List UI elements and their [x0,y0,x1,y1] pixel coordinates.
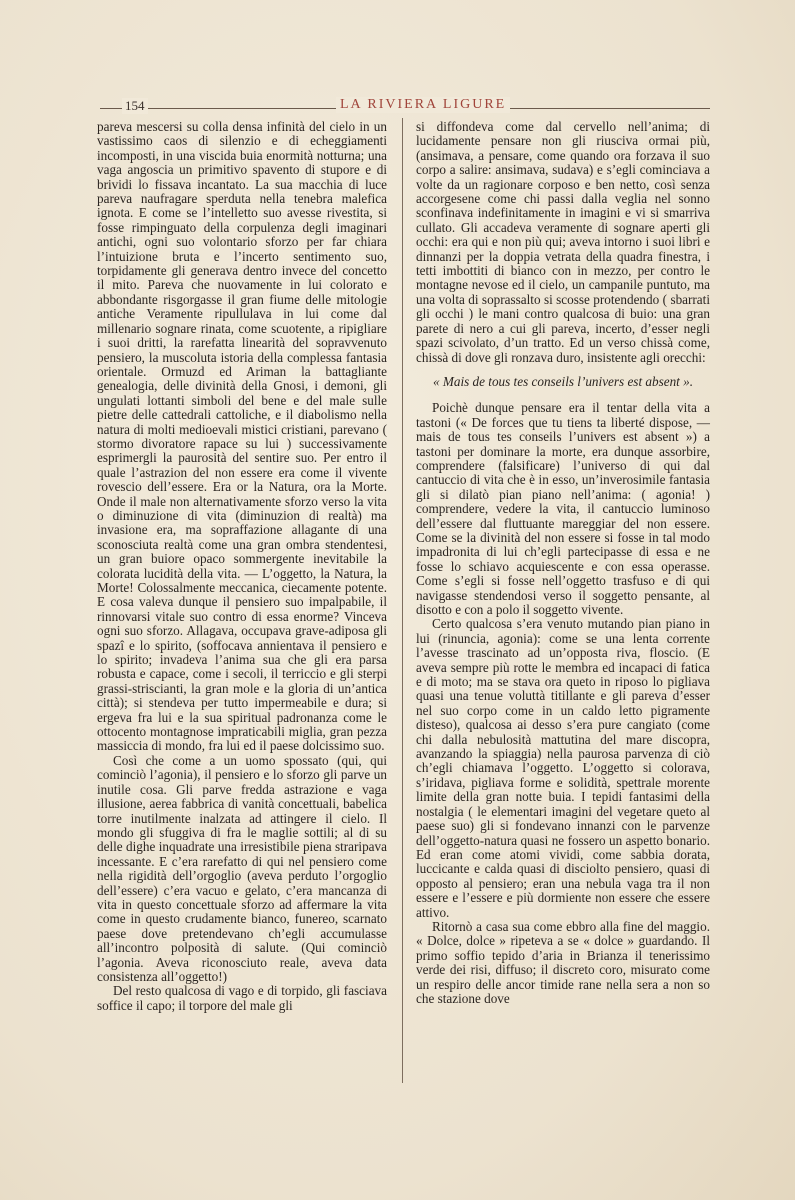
paragraph: pareva mescersi su colla densa infinità del cielo in un vastissimo caos di silenzio e di echeggiamenti incomposti, in una viscida buia enormità notturna; una vaga angoscia un primitivo spavento di stupore e di brividi lo fissava incantato. La sua macchia di luce pareva naufragare sperduta nella tenebra malefica ignota. E come se l’intelletto suo avesse rivestita, si fosse rimpinguato della corpulenza degli imaginari antichi, ogni suo volontario sforzo per far chiara l’intuizione bruta e l’incerto sentimento suo, torpidamente gli generava dentro invece del concetto il mito. Pareva che nuovamente in lui colorato e abbondante risgorgasse il gran fiume delle mitologie antiche Veramente ripullulava in lui come dal millenario sognare rinata, come scuotente, a ripigliare i suoi dritti, la rarefatta linearità del sopravvenuto pensiero, la muscoluta istoria della complessa fantasia orientale. Ormuzd ed Ariman la battagliante genealogia, delle divinità della Gnosi, i demoni, gli ungulati lottanti simboli del bene e del male sulle pietre delle cattedrali cattoliche, e il diabolismo nella natura di molti medioevali mistici cristiani, parevano ( stormo divoratore rapace su lui ) successivamente esprimergli la paurosità del sentire suo. Per entro il quale l’astrazion del non essere era come il vivente rovescio dell’essere. Era or la Natura, ora la Morte. Onde il male non alternativamente sforzo verso la vita o diminuzione di vita (diminuzion di realtà) ma invasione era, ma sopraffazione allagante di una sconosciuta realtà come una gran ombra stendentesi, un gran buiore opaco sommergente inevitabile la colorata lucidità della vita. — L’oggetto, la Natura, la Morte! Colossalmente meccanica, ciecamente potente. E cosa valeva dunque il pensiero suo impalpabile, il rinnovarsi vitale suo contro di essa enorme? Vinceva ogni suo sforzo. Allagava, occupava grave-adiposa gli spazî e lo spirito, (soffocava annientava il pensiero e lo spirito; invadeva l’anima sua che gli era parsa robusta e capace, come i secoli, il terriccio e gli sterpi grassi-striscianti, la gran mole e la gloria di un’antica città); si stendeva per tutto impermeabile e dura; si ergeva fra lui e la sua spiritual padronanza come le ottocento montagnose impraticabili miglia, gran pezza massiccia di mondo, fra lui ed il paese dolcissimo suo. [97,119,387,754]
paragraph: si diffondeva come dal cervello nell’anima; di lucidamente pensare non gli riusciva ormai più, (ansimava, a pensare, come quando ora forzava il suo corpo a salire: ansimava, sudava) e s’egli cominciava a volte da un ragionare corposo e ben netto, così senza accorgesene come chi passi dalla veglia nel sonno sconfinava indefinitamente in imagini e vi si smarriva cullato. Gli accadeva veramente di sognare aperti gli occhi: era qui e non più qui; aveva intorno i suoi libri e dinnanzi per la doppia vetrata della quadra finestra, i tetti imbottiti di bianco con in mezzo, per contro le montagne nevose ed il cielo, un campanile puntuto, ma una volta di soprassalto si scosse protendendo ( sbarrati gli occhi ) le mani contro qualcosa di buio: una gran parete di nero a cui gli pareva, incerto, d’esser negli spazi scivolato, d’un tratto. Ed un verso chissà come, chissà di dove gli ronzava duro, insistente agli orecchi: [416,119,710,365]
paragraph: Ritornò a casa sua come ebbro alla fine del maggio. « Dolce, dolce » ripeteva a se « dolce » guardando. Il primo soffio tepido d’aria in Brianza il tenerissimo verde dei risi, diffuso; il discreto coro, misurato come un respiro delle ancor timide rane nella sera a non so che stazione dove [416,918,710,1006]
paragraph: Del resto qualcosa di vago e di torpido, gli fasciava soffice il capo; il torpore del male gli [97,983,387,1013]
journal-title: LA RIVIERA LIGURE [336,97,510,113]
paragraph: Certo qualcosa s’era venuto mutando pian piano in lui (rinuncia, agonia): come se una lenta corrente l’avesse trascinato ad un’opposta riva, floscio. (E aveva sempre più rotte le membra ed incapaci di fatica e di moto; ma se stava ora queto in riposo lo pigliava quasi una tenue voluttà titillante e gli pareva d’esser nel suo corpo come in un caldo letto pigramente disteso), qualcosa ai desso s’era pure cangiato (come chi dalla nebulosità mattutina del mare discopra, avanzando la spiaggia) nella paurosa parvenza di ciò ch’egli chiamava l’oggetto. L’oggetto si colorava, s’iridava, pigliava forme e solidità, spettrale morente limite della gran notte buia. I tepidi fantasimi della nostalgia ( le elementari imagini del vegetare queto al paese suo) gli si fondevano innanzi con le parvenze dell’oggetto-natura quasi ne fossero un aspetto bonario. Ed eran come atomi vividi, come sabbia dorata, luccicante e calda quasi di disciolto pensiero, quasi di opposto al pensiero; eran una nebula vaga tra il non essere e l’essere e più dormiente non essere che essere attivo. [416,616,710,920]
quoted-verse: « Mais de tous tes conseils l’univers est absent ». [432,373,694,389]
page-number: 154 [122,98,148,114]
paragraph: Così che come a un uomo spossato (qui, qui cominciò l’agonia), il pensiero e lo sforzo gli parve un inutile cosa. Gli parve fredda astrazione e vaga illusione, aerea fabbrica di vanità concettuali, babelica torre inutilmente inalzata ad attingere il cielo. Il mondo gli sfuggiva di fra le maglie sottili; al di su delle dighe inquadrate una irresistibile piena straripava incessante. E c’era rarefatto di qui nel pensiero come nella rigidità dell’orgoglio (aveva perduto l’orgoglio dell’essere) c’era vacuo e gelato, c’era mancanza di vita in questo concettuale sforzo ad affermare la vita come in questo crudamente bianco, funereo, scarnato paese dove pretendevano ch’egli accumulasse all’incontro polposità di salute. (Qui cominciò l’agonia. Aveva riconosciuto reale, aveva data consistenza all’oggetto!) [97,752,387,984]
left-column [97,120,387,1013]
paragraph: Poichè dunque pensare era il tentar della vita a tastoni (« De forces que tu tiens ta liberté dispose, — mais de tous tes conseils l’univers est absent ») a tastoni per dominare la morte, era dunque assorbire, comprendere (falsificare) l’universo di qui dal cantuccio di vita che è in esso, un’inverosimile fantasia gli si dilatò pian piano nell’anima: ( agonia! ) comprendere, vedere la vita, il cantuccio luminoso dell’essere dal fluttuante mareggiar del non essere. Come se la divinità del non essere si fosse in tal modo impadronita di lui ch’egli partecipasse di essa e ne fosse lo schiavo acquiescente e con essa operasse. Come s’egli si fosse nell’oggetto trasfuso e di qui navigasse stendendosi verso il soggetto pensante, al disotto e con a polo il soggetto vivente. [416,400,710,617]
column-divider [402,118,403,1083]
right-column [416,120,710,1006]
page-header [100,96,710,118]
